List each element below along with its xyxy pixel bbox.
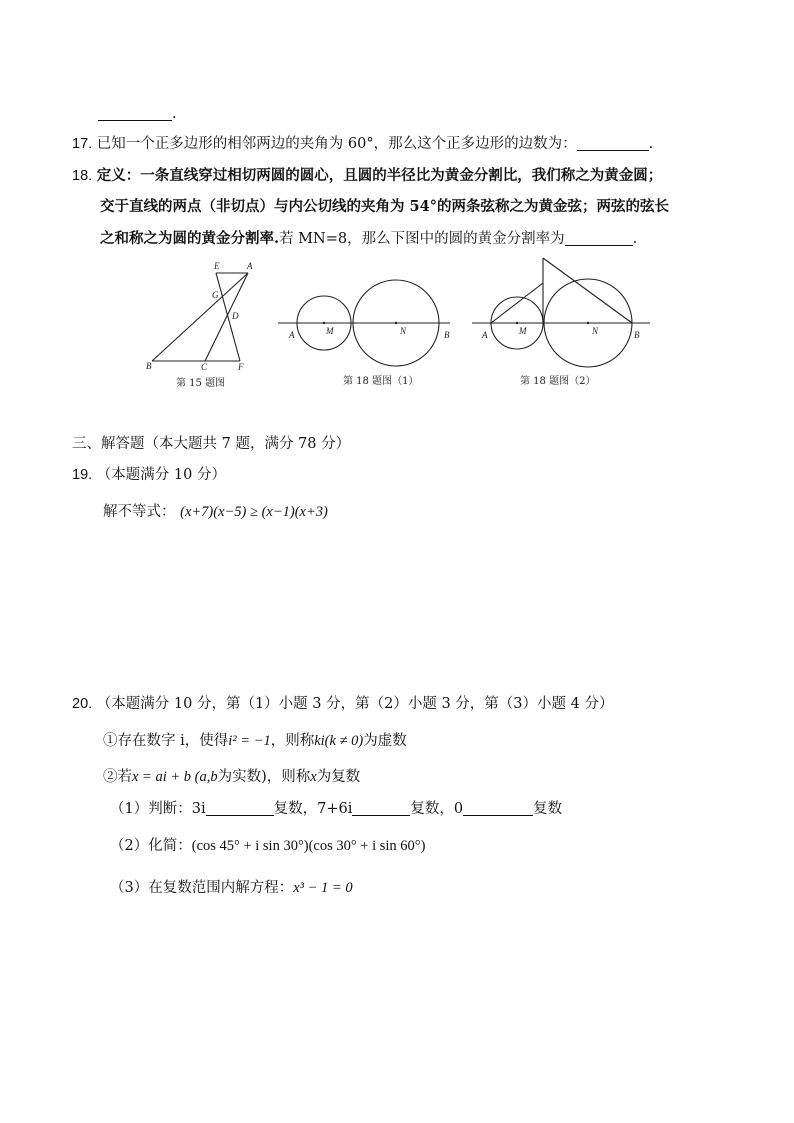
point-label: M xyxy=(326,326,334,336)
definition-term: 之和称之为圆的黄金分割率. xyxy=(100,230,280,247)
definition-text: ①存在数字 i，使得 xyxy=(103,733,229,749)
top-answer-blank xyxy=(98,104,177,124)
golden-chord-small xyxy=(491,283,543,323)
part-text: 复数，7+6i xyxy=(273,801,353,817)
center-point-M xyxy=(323,322,325,324)
answer-blank xyxy=(352,800,410,816)
point-label: E xyxy=(214,261,220,271)
math-expression: i² = −1 xyxy=(228,733,271,749)
point-label: B xyxy=(444,330,450,340)
math-expression: (cos 45° + i sin 30°)(cos 30° + i sin 60°) xyxy=(191,838,426,854)
question-19-header xyxy=(72,465,226,485)
question-text: 已知一个正多边形的相邻两边的夹角为 60°，那么这个正多边形的边数为： xyxy=(96,136,577,152)
question-18-line-3 xyxy=(100,229,637,249)
definition-text: ，则称 xyxy=(270,733,315,749)
segment-AC xyxy=(205,273,248,361)
punctuation: . xyxy=(648,136,654,152)
question-19-body xyxy=(103,502,328,522)
golden-chord-large xyxy=(543,258,632,323)
definition-text: 为实数)，则称 xyxy=(217,769,311,785)
figure-18-2-caption: 第 18 题图（2） xyxy=(520,376,596,387)
punctuation: . xyxy=(632,231,638,247)
point-label: C xyxy=(201,362,208,372)
answer-blank xyxy=(206,800,274,816)
question-18-line-2: 交于直线的两点（非切点）与内公切线的夹角为 54°的两条弦称之为黄金弦；两弦的弦长 xyxy=(100,198,669,215)
question-prompt: 解不等式： xyxy=(103,504,176,520)
question-20-part-1 xyxy=(110,799,562,819)
part-text: （1）判断：3i xyxy=(110,801,206,817)
question-text-line-1: 定义：一条直线穿过相切两圆的圆心，且圆的半径比为黄金分割比，我们称之为黄金圆； xyxy=(96,167,663,184)
part-text: （3）在复数范围内解方程： xyxy=(110,880,294,896)
part-text: 复数，0 xyxy=(410,801,464,817)
question-text: 若 MN=8，那么下图中的圆的黄金分割率为 xyxy=(279,231,565,247)
question-20-definition-2 xyxy=(103,767,360,787)
section-3-title: 三、解答题（本大题共 7 题，满分 78 分） xyxy=(72,436,351,452)
center-point-M xyxy=(516,322,518,324)
center-point-N xyxy=(395,322,397,324)
figure-18-2-geometry xyxy=(472,258,650,367)
figure-18-1-caption: 第 18 题图（1） xyxy=(343,376,419,387)
figure-18-1-labels xyxy=(288,322,450,340)
question-number: 20. xyxy=(72,696,93,712)
math-expression: x = ai + b (a,b xyxy=(132,769,218,785)
point-label: A xyxy=(289,330,295,340)
question-20-header xyxy=(72,694,613,714)
math-variable: x xyxy=(310,769,317,785)
definition-text: 为复数 xyxy=(316,769,361,785)
figure-15-labels xyxy=(146,261,253,372)
figure-18-1-geometry xyxy=(278,280,450,366)
question-number: 17. xyxy=(72,136,93,152)
answer-blank xyxy=(98,105,172,121)
answer-blank xyxy=(565,230,633,246)
question-score: （本题满分 10 分） xyxy=(96,467,226,483)
point-label: A xyxy=(247,261,253,271)
question-17 xyxy=(72,134,653,154)
part-text: 复数 xyxy=(533,801,563,817)
figure-15-caption: 第 15 题图 xyxy=(176,378,226,389)
point-label: N xyxy=(400,326,407,336)
part-text: （2）化简： xyxy=(110,838,192,854)
point-label: B xyxy=(146,361,152,371)
definition-text: 为虚数 xyxy=(363,733,407,749)
inequality-expression: (x+7)(x−5) ≥ (x−1)(x+3) xyxy=(180,504,328,520)
point-label: M xyxy=(519,326,527,336)
question-20-part-2 xyxy=(110,836,425,856)
question-score: （本题满分 10 分，第（1）小题 3 分，第（2）小题 3 分，第（3）小题 4 分） xyxy=(96,696,614,712)
answer-blank xyxy=(463,800,533,816)
question-number: 19. xyxy=(72,467,93,483)
figures-row xyxy=(130,255,670,395)
point-label: D xyxy=(232,311,239,321)
question-20-definition-1 xyxy=(103,731,407,751)
center-point-N xyxy=(587,322,589,324)
point-label: G xyxy=(212,290,219,300)
point-label: F xyxy=(238,362,244,372)
math-expression: ki(k ≠ 0) xyxy=(314,733,364,749)
point-label: B xyxy=(634,330,640,340)
question-number: 18. xyxy=(72,168,93,184)
question-18 xyxy=(72,166,662,186)
answer-blank xyxy=(577,135,649,151)
point-label: N xyxy=(592,326,599,336)
punctuation: . xyxy=(172,106,177,122)
math-expression: x³ − 1 = 0 xyxy=(293,880,353,896)
figure-18-2-labels xyxy=(481,322,640,340)
point-label: A xyxy=(482,330,488,340)
definition-text: ②若 xyxy=(103,769,132,785)
question-20-part-3 xyxy=(110,878,353,898)
